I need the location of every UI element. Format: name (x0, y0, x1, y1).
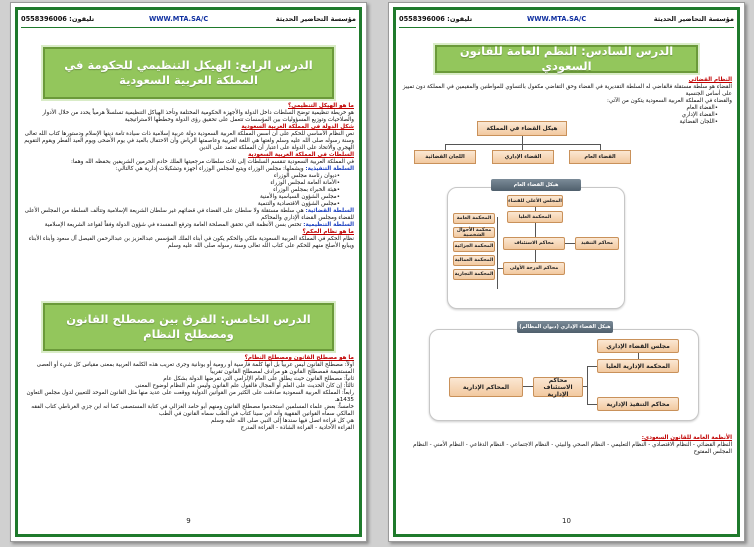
form-heading: شكل الدولة في المملكة العربية السعودية (241, 124, 354, 130)
systems-heading: الأنظمة العامة للقانون السعودي: (641, 435, 732, 441)
header-rule (399, 27, 734, 28)
q-structure: ما هو الهيكل التنظيمي؟ (287, 103, 354, 109)
admin-appeal-courts-box: محاكم الاستئناف الإدارية (533, 377, 583, 397)
judiciary-structure-diagram (411, 121, 633, 169)
page-header (399, 15, 734, 27)
exec-item: • مجلس الشؤون السياسية والأمنية (23, 194, 354, 201)
page-header (21, 15, 356, 27)
diff-item: القراءة الآحادية - القراءة الشاذة - القراءة المدرج (240, 425, 354, 431)
exec-label: السلطة التنفيذية: (305, 166, 354, 172)
legislative-label: السلطة التنظيمية: (303, 222, 354, 228)
execution-courts-box: محاكم التنفيذ (575, 237, 619, 250)
judicial-system-item: • القضاء العام (401, 105, 732, 112)
judicial-system-heading: النظام القضائي (688, 77, 732, 83)
lesson4-body (23, 103, 354, 250)
lesson5-title: الدرس الخامس: الفرق بين مصطلح القانون ومصطلح النظام (66, 312, 311, 341)
exec-item: • ديوان رئاسة مجلس الوزراء (23, 173, 354, 180)
diff-item: ثالثاً: إن كان الحديث على العلم أو المجال فالقول علم القانون وليس علم النظام لوضوح المعنى (135, 383, 354, 389)
admin-execution-courts-box: محاكم التنفيذ الإدارية (597, 397, 679, 411)
powers-intro: في المملكة العربية السعودية تنقسم السلطات إلى ثلاث سلطات مرجعيتها الملك خادم الحرمين الشريفين بحفظه الله وهما: (70, 159, 354, 165)
diff-item: ثانياً: مصطلح القانون حيث يطلق على العام الإلزامي التي تفرضها الدولة بشكل عام (163, 376, 354, 382)
judicial-text: هي سلطة مستقلة ولا سلطان على القضاء في قضائهم غير سلطان الشريعة الإسلامية وتتألف السلطة من المجلس الأعلى للقضاء ومجلس القضاء الإداري والمحاكم (24, 208, 354, 221)
connector-line (535, 250, 536, 262)
diagram-title: هيكل القضاء الإداري (ديوان المظالم) (517, 321, 613, 333)
admin-courts-box: المحاكم الإدارية (449, 377, 523, 397)
diagram-child-general: القضاء العام (569, 150, 631, 164)
connector-line (587, 366, 597, 367)
lesson6-banner (435, 45, 698, 73)
header-phone: تليفون: 0558396006 (21, 15, 95, 23)
court-box: المحكمة الجزائية (453, 241, 495, 252)
header-org-name: مؤسسة التحاضير الحديثة (275, 15, 356, 23)
judicial-system-text: القضاء هو سلطة مستقلة فالقاضي له السلطة التقديرية في القضاء وحق التقاضي مكفول بالتساوي للمواطنين والمقيمين في المملكة دون تمييز على أساس الجنسية (402, 84, 732, 97)
legislative-text: تختص بسن الأنظمة التي تحقق المصلحة العامة وترفع المفسدة في شؤون الدولة وفقاً لقواعد الشريعة الإسلامية (44, 222, 302, 228)
court-box: المحكمة العامة (453, 213, 495, 224)
diagram-child-administrative: القضاء الإداري (492, 150, 554, 164)
diagram-child-committees: اللجان القضائية (414, 150, 476, 164)
court-box: المحكمة العمالية (453, 255, 495, 266)
header-phone: تليفون: 0558396006 (399, 15, 473, 23)
exec-item: • هيئة الخبراء بمجلس الوزراء (23, 187, 354, 194)
diagram-root: هيكل القضاء في المملكة (477, 121, 567, 136)
diff-item: أولاً: مصطلح القانون ليس عربياً بل أنها كلمة فارسية أو رومية أو يونانية وجرى تعريب هذه الكلمة العربية بمعنى مقياس كل شيء أو العصى المستقيمة فمصطلح القانون هو مرادف لمصطلح القانون تقريباً (36, 362, 354, 375)
exec-item: • الأمانة العامة لمجلس الوزراء (23, 180, 354, 187)
systems-body (401, 435, 732, 456)
header-website[interactable]: WWW.MTA.SA/C (527, 15, 587, 23)
q-rule: ما هو نظام الحكم؟ (302, 229, 354, 235)
rule-text: نظام الحكم في المملكة العربية السعودية ملكي والحكم يكون في أبناء الملك المؤسس عبدالعزيز بن عبدالرحمن الفيصل آل سعود وأبناء الأبناء ويبايع الأصلح منهم للحكم على كتاب الله تعالى وسنة رسوله صلى الله عليه وسلم (28, 236, 354, 249)
page-number: 9 (186, 517, 191, 525)
page-left (10, 2, 367, 542)
connector-line (497, 217, 498, 289)
connector-line (523, 386, 533, 387)
diff-item: هي كل قراءة اتصل فيها سندها إلى النبي صلى الله عليه وسلم (210, 418, 354, 424)
connector-line (565, 243, 575, 244)
diagram-title: هيكل القضاء العام (491, 179, 581, 191)
page-right (388, 2, 745, 542)
judicial-label: السلطة القضائية: (305, 208, 354, 214)
diff-item: رابعاً: المملكة العربية السعودية صادقت على الكثير من القوانين الدولية ووقعت على عديد منها مثل القانون الموحد للتعيين لدول مجلس التعاون 1435هـ (26, 390, 354, 403)
lesson5-banner (43, 303, 334, 351)
admin-supreme-court-box: المحكمة الإدارية العليا (597, 359, 679, 373)
court-box: محكمة الأحوال الشخصية (453, 227, 495, 238)
header-org-name: مؤسسة التحاضير الحديثة (653, 15, 734, 23)
admin-council-box: مجلس القضاء الإداري (597, 339, 679, 353)
lesson6-title: الدرس السادس: النظم العامة للقانون السعودي (459, 44, 674, 73)
supreme-court-box: المحكمة العليا (507, 211, 563, 223)
structure-def: هو خريطة تنظيمية توضح السلطات داخل الدولة والأجهزة الحكومية المختلفة وتأخذ الهياكل التنظيمية تسلسلاً هرمياً يحدد من خلال الأدوار والصلاحيات وتوزيع المسؤوليات بين المؤسسات تتعمل على تحقيق رؤى الدولة وخططها الاستراتيجية (42, 110, 354, 123)
lesson4-title: الدرس الرابع: الهيكل التنظيمي للحكومة في المملكة العربية السعودية (64, 58, 313, 87)
general-judiciary-diagram (447, 179, 625, 309)
connector-line (587, 404, 597, 405)
diff-item: خامساً: بعض علماء المسلمين استخدموا مصطلح القانون ومنهم أبو حامد الغزالي في كتابة المستصفى كما أنه ابن جزي الغرناطي كتاب الفقه المالكي سماه القوانين الفقهية وأنه ابن سينا كتاب في الطب سماه القانون في الطب (31, 404, 354, 417)
exec-text: ويشملها: مجلس الوزراء ويتبع لمجلس الوزراء أجهزة وتشكيلات إدارية هي كالتالي: (115, 166, 304, 172)
legislative-paragraph (23, 222, 354, 229)
exec-item: • مجلس الشؤون الاقتصادية والتنمية (23, 201, 354, 208)
powers-heading: السلطات في المملكة العربية السعودية (248, 152, 354, 158)
connector-line (522, 136, 523, 144)
court-box: المحكمة التجارية (453, 269, 495, 280)
systems-text: النظام القضائي - النظام الاقتصادي - النظام التعليمي - النظام الصحي والبيئي - النظام الاجتماعي - النظام الدفاعي - النظام الأمني - النظام المجلس المفتوح (413, 442, 732, 455)
judicial-paragraph (23, 208, 354, 222)
first-degree-courts-box: محاكم الدرجة الأولى (503, 262, 565, 275)
exec-paragraph (23, 166, 354, 173)
connector-line (445, 144, 601, 145)
form-text: نص النظام الأساسي للحكم على أن أسس المملكة العربية السعودية دولة عربية إسلامية ذات سيادة تامة دينها الإسلام ودستورها كتاب الله تعالى وسنة رسوله صلى الله عليه وسلم ولغتها هي اللغة العربية وعاصمتها الرياض وأن الاحتفال بالعيد في يوم الأضحى ويوم العيد الفطر ويقوم التقويم الهجري والاتحاد على الدولة على اعتبار أن المملكة تعتمد على الدين (24, 131, 354, 151)
judicial-system-item: • القضاء الإداري (401, 112, 732, 119)
header-website[interactable]: WWW.MTA.SA/C (149, 15, 209, 23)
page-number: 10 (562, 517, 571, 525)
judicial-system-item: • اللجان القضائية (401, 119, 732, 126)
connector-line (587, 366, 588, 404)
judicial-system-intro: والقضاء في المملكة العربية السعودية يتكون من الآتي: (606, 98, 732, 104)
judicial-system-body (401, 77, 732, 126)
appeal-courts-box: محاكم الاستئناف (503, 237, 565, 250)
header-rule (21, 27, 356, 28)
connector-line (497, 268, 503, 269)
connector-line (535, 223, 536, 237)
lesson4-banner (43, 47, 334, 99)
connector-line (583, 386, 587, 387)
q-diff: ما هو مصطلح القانون ومصطلح النظام؟ (244, 355, 354, 361)
administrative-judiciary-diagram (429, 321, 699, 421)
supreme-council-box: المجلس الأعلى للقضاء (507, 195, 563, 207)
lesson5-body (23, 355, 354, 432)
